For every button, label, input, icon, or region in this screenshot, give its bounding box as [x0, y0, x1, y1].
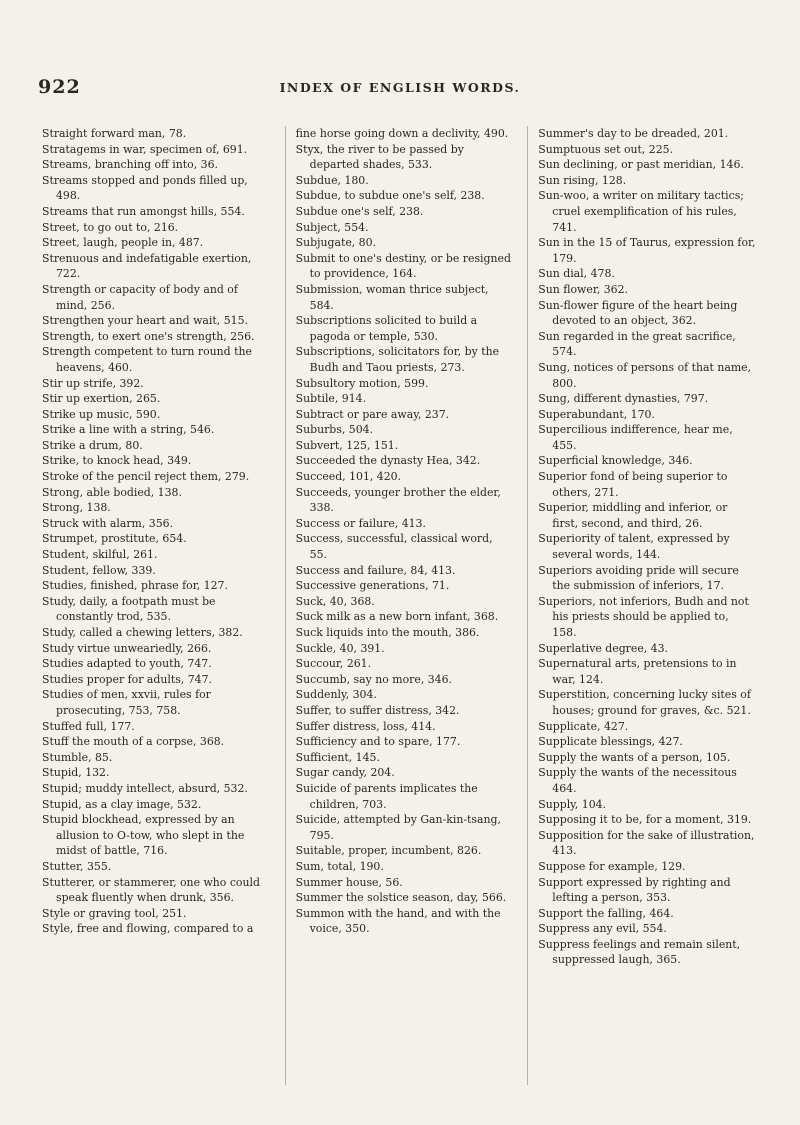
index-entry: Summer's day to be dreaded, 201.	[538, 127, 729, 140]
index-entry: Suitable, proper, incumbent, 826.	[295, 844, 482, 858]
index-entry: Success, successful, classical word, 55.	[295, 532, 493, 562]
index-entry: Stroke of the pencil reject them, 279.	[42, 470, 250, 484]
index-entry: Summon with the hand, and with the voice, 350.	[295, 906, 501, 936]
index-entry: Strenuous and indefatigable exertion, 722.	[42, 251, 252, 281]
index-entry: Summer house, 56.	[295, 875, 403, 889]
index-entry: Success or failure, 413.	[295, 516, 426, 530]
index-entry: Stir up exertion, 265.	[42, 392, 161, 406]
index-entry: Subdue, to subdue one's self, 238.	[295, 189, 485, 203]
index-entry: Success and failure, 84, 413.	[295, 563, 456, 577]
index-entry: Studies proper for adults, 747.	[42, 672, 212, 686]
index-entry: Superabundant, 170.	[538, 407, 655, 421]
index-entry: Superficial knowledge, 346.	[538, 454, 693, 468]
index-entry: Superior, middling and inferior, or first, second, and third, 26.	[538, 501, 728, 530]
index-entry: Stumble, 85.	[42, 750, 113, 764]
index-entry: Stupid, 132.	[42, 766, 110, 780]
index-entry: Subvert, 125, 151.	[295, 438, 399, 452]
index-entry: Sugar candy, 204.	[295, 766, 395, 780]
index-entry: Strong, able bodied, 138.	[42, 485, 182, 499]
index-entry: Stupid blockhead, expressed by an allusion to O-tow, who slept in the midst of battle, 716.	[42, 813, 245, 858]
index-entry: Suck, 40, 368.	[295, 594, 375, 608]
index-entry: Sun rising, 128.	[538, 173, 627, 187]
index-entry: Subsultory motion, 599.	[295, 376, 429, 390]
index-entry: Sung, notices of persons of that name, 800.	[538, 360, 752, 390]
index-entry: Suffer, to suffer distress, 342.	[295, 703, 460, 717]
index-entry: Strengthen your heart and wait, 515.	[42, 314, 248, 328]
index-entry: Succeeds, younger brother the elder, 338.	[295, 485, 501, 515]
index-entry: Suppress feelings and remain silent, suppressed laugh, 365.	[538, 937, 741, 967]
index-entry: Suicide, attempted by Gan-kin-tsang, 795.	[295, 813, 501, 842]
index-entry: Supposing it to be, for a moment, 319.	[538, 813, 752, 827]
index-entry: Strike, to knock head, 349.	[42, 454, 192, 468]
index-entry: Subscriptions solicited to build a pagoda or temple, 530.	[295, 314, 478, 343]
index-entry: Strong, 138.	[42, 501, 111, 515]
index-entry: Straight forward man, 78.	[42, 127, 187, 140]
index-entry: Stutterer, or stammerer, one who could speak fluently when drunk, 356.	[42, 875, 260, 905]
index-entry: Suicide of parents implicates the children, 703.	[295, 781, 478, 811]
index-entry: Student, skilful, 261.	[42, 548, 158, 562]
index-entry: Street, laugh, people in, 487.	[42, 236, 204, 250]
index-entry: Stir up strife, 392.	[42, 376, 144, 390]
index-entry: Sufficient, 145.	[295, 750, 380, 764]
index-entry: Streams that run amongst hills, 554.	[42, 204, 245, 218]
index-entry: Sun-flower figure of the heart being devoted to an object, 362.	[538, 298, 738, 328]
index-entry: Superlative degree, 43.	[538, 641, 669, 655]
page-number: 922	[38, 76, 81, 98]
index-entry: Superiority of talent, expressed by several words, 144.	[538, 532, 730, 562]
index-entry: Summer the solstice season, day, 566.	[295, 891, 507, 905]
index-entry: Subscriptions, solicitators for, by the Budh and Taou priests, 273.	[295, 345, 500, 374]
index-entry: Support the falling, 464.	[538, 906, 674, 920]
index-entry: Strike a line with a string, 546.	[42, 423, 215, 437]
index-entry: Stuffed full, 177.	[42, 719, 135, 733]
index-entry: Supercilious indifference, hear me, 455.	[538, 423, 733, 452]
index-entry: Submit to one's destiny, or be resigned to providence, 164.	[295, 251, 511, 281]
index-entry: Supposition for the sake of illustration, 413.	[538, 828, 755, 858]
index-entry: Suddenly, 304.	[295, 688, 377, 702]
index-entry: Subjugate, 80.	[295, 236, 377, 250]
index-entry: Style, free and flowing, compared to a	[42, 922, 254, 936]
index-entry: Study virtue unweariedly, 266.	[42, 641, 212, 655]
index-entry: Suppress any evil, 554.	[538, 922, 667, 936]
index-entry: Street, to go out to, 216.	[42, 220, 179, 234]
index-entry: Suckle, 40, 391.	[295, 641, 385, 655]
index-entry: Strength, to exert one's strength, 256.	[42, 329, 255, 343]
index-column-2	[285, 126, 528, 1085]
index-entry: Succour, 261.	[295, 657, 372, 671]
index-entry: Studies adapted to youth, 747.	[42, 657, 212, 671]
index-entry: Supply the wants of the necessitous 464.	[538, 766, 737, 795]
index-entry: Supernatural arts, pretensions to in war, 124.	[538, 657, 737, 686]
index-entry: Study, called a chewing letters, 382.	[42, 626, 243, 639]
index-entry: Sum, total, 190.	[295, 859, 384, 873]
index-entry: Stuff the mouth of a corpse, 368.	[42, 735, 225, 749]
index-entry: Supplicate, 427.	[538, 719, 629, 733]
index-entry: Subdue one's self, 238.	[295, 204, 424, 218]
index-entry: fine horse going down a declivity, 490.	[295, 127, 509, 140]
index-entry: Sumptuous set out, 225.	[538, 142, 674, 156]
index-entry: Studies, finished, phrase for, 127.	[42, 579, 228, 593]
index-entry: Support expressed by righting and lefting a person, 353.	[538, 875, 731, 905]
index-entry: Subject, 554.	[295, 220, 369, 234]
index-column-3	[527, 126, 770, 1085]
index-entry: Superior fond of being superior to others, 271.	[538, 470, 728, 499]
index-entry: Stupid; muddy intellect, absurd, 532.	[42, 781, 248, 795]
index-entry: Strike a drum, 80.	[42, 438, 143, 452]
index-entry: Studies of men, xxvii, rules for prosecuting, 753, 758.	[42, 688, 211, 717]
index-entry: Superiors, not inferiors, Budh and not his priests should be applied to, 158.	[538, 594, 749, 639]
index-entry: Styx, the river to be passed by departed shades, 533.	[295, 142, 464, 172]
index-entry: Stutter, 355.	[42, 859, 112, 873]
index-entry: Streams, branching off into, 36.	[42, 158, 218, 172]
index-entry: Sun declining, or past meridian, 146.	[538, 158, 744, 172]
index-entry: Strength or capacity of body and of mind, 256.	[42, 282, 238, 312]
index-entry: Strike up music, 590.	[42, 407, 161, 421]
index-entry: Suffer distress, loss, 414.	[295, 719, 436, 733]
index-entry: Study, daily, a footpath must be constantly trod, 535.	[42, 594, 216, 624]
index-columns	[42, 126, 770, 1085]
page-header	[38, 76, 762, 106]
index-entry: Succumb, say no more, 346.	[295, 672, 452, 686]
index-entry: Sun dial, 478.	[538, 267, 615, 281]
index-entry: Succeed, 101, 420.	[295, 470, 402, 484]
index-entry: Subtract or pare away, 237.	[295, 407, 450, 421]
index-entry: Style or graving tool, 251.	[42, 906, 187, 920]
index-entry: Suck liquids into the mouth, 386.	[295, 626, 480, 639]
index-entry: Strumpet, prostitute, 654.	[42, 532, 187, 546]
index-entry: Submission, woman thrice subject, 584.	[295, 282, 489, 312]
index-entry: Sung, different dynasties, 797.	[538, 392, 709, 406]
index-entry: Suburbs, 504.	[295, 423, 374, 437]
index-column-1	[42, 126, 285, 1085]
index-entry: Sun-woo, a writer on military tactics; cruel exemplification of his rules, 741.	[538, 189, 744, 234]
index-entry: Streams stopped and ponds filled up, 498.	[42, 173, 248, 203]
index-entry: Sufficiency and to spare, 177.	[295, 735, 461, 749]
index-entry: Stupid, as a clay image, 532.	[42, 797, 202, 811]
index-entry: Superiors avoiding pride will secure the submission of inferiors, 17.	[538, 563, 739, 593]
index-entry: Student, fellow, 339.	[42, 563, 156, 577]
index-entry: Subdue, 180.	[295, 173, 369, 187]
index-entry: Superstition, concerning lucky sites of houses; ground for graves, &c. 521.	[538, 688, 751, 717]
index-entry: Subtile, 914.	[295, 392, 367, 406]
index-entry: Sun regarded in the great sacrifice, 574.	[538, 329, 736, 359]
index-entry: Sun in the 15 of Taurus, expression for, 179.	[538, 236, 756, 265]
index-entry: Supply the wants of a person, 105.	[538, 750, 731, 764]
index-entry: Strength competent to turn round the heavens, 460.	[42, 345, 252, 374]
index-entry: Suppose for example, 129.	[538, 859, 686, 873]
index-entry: Supply, 104.	[538, 797, 607, 811]
index-entry: Sun flower, 362.	[538, 282, 629, 296]
index-entry: Struck with alarm, 356.	[42, 516, 174, 530]
running-head: INDEX OF ENGLISH WORDS.	[279, 80, 521, 95]
index-entry: Succeeded the dynasty Hea, 342.	[295, 454, 481, 468]
index-entry: Suck milk as a new born infant, 368.	[295, 610, 499, 624]
index-entry: Stratagems in war, specimen of, 691.	[42, 142, 248, 156]
index-entry: Successive generations, 71.	[295, 579, 450, 593]
index-entry: Supplicate blessings, 427.	[538, 735, 683, 749]
